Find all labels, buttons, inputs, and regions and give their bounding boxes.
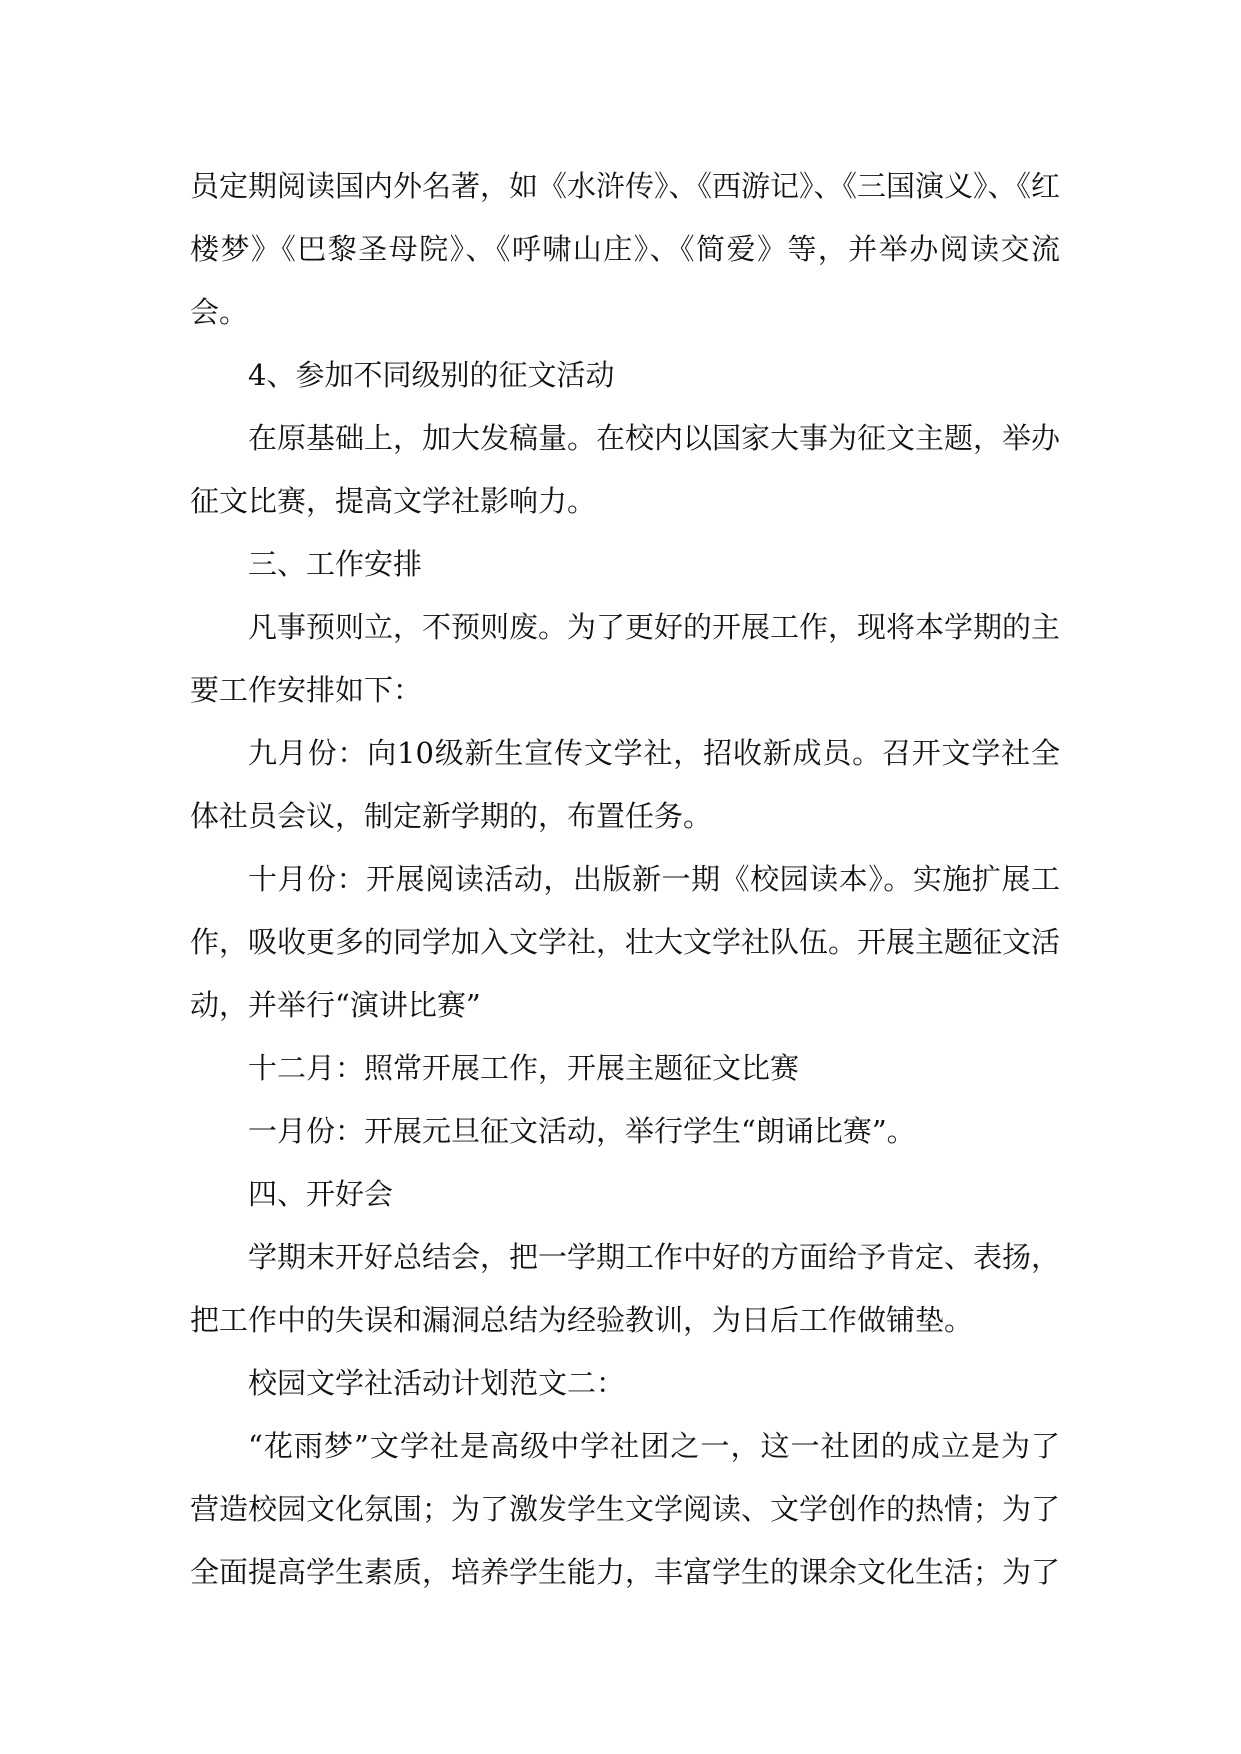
- paragraph-october: 十月份：开展阅读活动，出版新一期《校园读本》。实施扩展工作，吸收更多的同学加入文学社，壮大文学社队伍。开展主题征文活动，并举行“演讲比赛”: [190, 862, 1061, 1022]
- paragraph-reading-list: 员定期阅读国内外名著，如《水浒传》、《西游记》、《三国演义》、《红楼梦》《巴黎圣母院》、《呼啸山庄》、《简爱》等，并举办阅读交流会。: [190, 169, 1061, 329]
- section-heading-work-arrangement: 三、工作安排: [248, 547, 423, 581]
- section-heading-meetings: 四、开好会: [248, 1177, 394, 1211]
- paragraph-work-arrangement-intro: 凡事预则立，不预则废。为了更好的开展工作，现将本学期的主要工作安排如下：: [190, 610, 1061, 707]
- paragraph-club-introduction: “花雨梦”文学社是高级中学社团之一，这一社团的成立是为了营造校园文化氛围；为了激发学生文学阅读、文学创作的热情；为了全面提高学生素质，培养学生能力，丰富学生的课余文化生活；为了: [190, 1429, 1061, 1589]
- heading-sample-two: 校园文学社活动计划范文二：: [248, 1366, 626, 1400]
- paragraph-january: 一月份：开展元旦征文活动，举行学生“朗诵比赛”。: [248, 1114, 916, 1148]
- paragraph-essay-activities-heading: 4、参加不同级别的征文活动: [248, 358, 615, 392]
- document-body: [190, 155, 1060, 1604]
- paragraph-essay-activities-body: 在原基础上，加大发稿量。在校内以国家大事为征文主题，举办征文比赛，提高文学社影响力。: [190, 421, 1061, 518]
- paragraph-summary-meeting: 学期末开好总结会，把一学期工作中好的方面给予肯定、表扬，把工作中的失误和漏洞总结为经验教训，为日后工作做铺垫。: [190, 1240, 1061, 1337]
- paragraph-december: 十二月：照常开展工作，开展主题征文比赛: [248, 1051, 800, 1085]
- paragraph-september: 九月份：向10级新生宣传文学社，招收新成员。召开文学社全体社员会议，制定新学期的，布置任务。: [190, 736, 1060, 833]
